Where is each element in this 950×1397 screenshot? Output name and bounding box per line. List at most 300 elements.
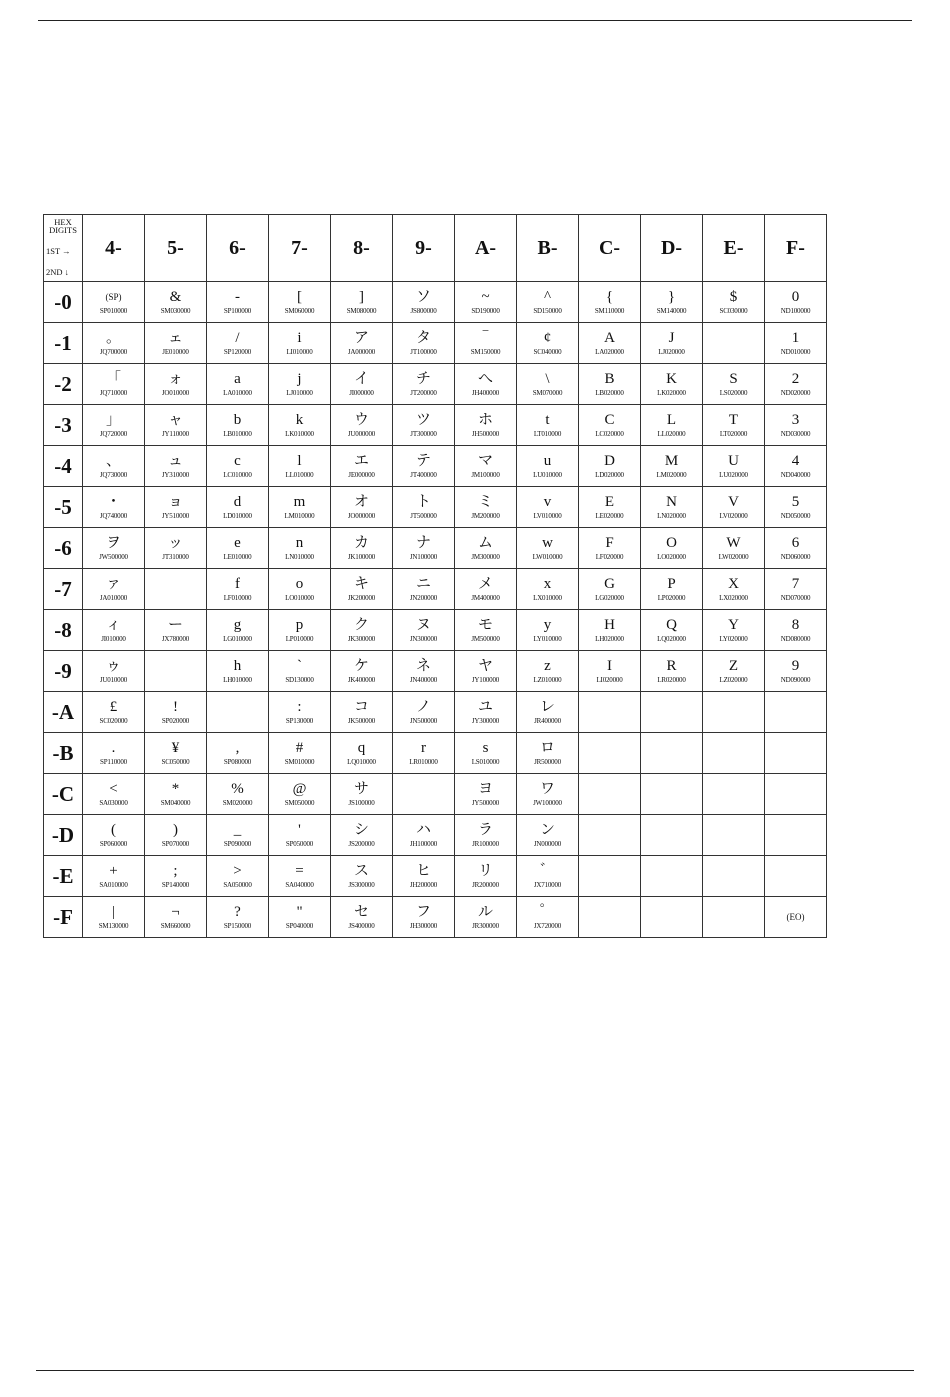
code-cell: [517, 528, 579, 569]
character-glyph: P: [667, 576, 676, 592]
character-id: ND040000: [780, 471, 811, 479]
code-cell: [517, 405, 579, 446]
character-id: JT100000: [410, 348, 437, 356]
character-id: SP090000: [223, 840, 252, 848]
character-glyph: チ: [415, 371, 431, 387]
code-cell: [579, 856, 641, 897]
character-id: SP150000: [223, 922, 252, 930]
code-cell: [765, 651, 827, 692]
code-cell: [83, 528, 145, 569]
character-glyph: &: [169, 289, 182, 305]
row-header: -6: [44, 528, 83, 569]
character-glyph: 、: [105, 453, 121, 469]
character-glyph: エ: [353, 453, 369, 469]
character-glyph: 9: [791, 658, 800, 674]
code-cell: [269, 487, 331, 528]
character-glyph: 8: [791, 617, 800, 633]
character-glyph: ]: [359, 289, 364, 305]
character-glyph: |: [111, 904, 115, 920]
character-id: LN020000: [657, 512, 686, 520]
code-cell: [393, 528, 455, 569]
code-cell: [83, 897, 145, 938]
code-cell: [517, 282, 579, 323]
code-cell: [145, 528, 207, 569]
character-id: SM130000: [98, 922, 129, 930]
code-cell: [83, 487, 145, 528]
code-cell: [269, 446, 331, 487]
character-glyph: t: [545, 412, 550, 428]
character-id: JE000000: [348, 471, 375, 479]
code-cell: [269, 323, 331, 364]
code-cell: [455, 405, 517, 446]
character-glyph: リ: [477, 863, 493, 879]
code-cell: [641, 774, 703, 815]
code-cell: [145, 856, 207, 897]
column-header: C-: [579, 215, 641, 282]
character-glyph: h: [233, 658, 242, 674]
character-id: LB020000: [595, 389, 624, 397]
character-glyph: .: [111, 740, 116, 756]
character-glyph: v: [543, 494, 552, 510]
character-glyph: ノ: [415, 699, 431, 715]
character-glyph: #: [295, 740, 304, 756]
character-id: JI010000: [101, 635, 126, 643]
character-glyph: V: [728, 494, 739, 510]
code-cell: [207, 856, 269, 897]
code-cell: [269, 282, 331, 323]
character-glyph: ャ: [167, 412, 183, 428]
character-id: JS100000: [348, 799, 375, 807]
character-id: SP120000: [223, 348, 252, 356]
code-cell: [145, 446, 207, 487]
top-rule: [38, 20, 912, 21]
code-cell: [579, 774, 641, 815]
character-glyph: ヤ: [477, 658, 493, 674]
code-cell: [393, 815, 455, 856]
code-cell: [331, 487, 393, 528]
code-cell: [641, 569, 703, 610]
character-glyph: セ: [353, 904, 369, 920]
character-id: SD130000: [285, 676, 314, 684]
character-id: JR500000: [534, 758, 561, 766]
character-glyph: ヌ: [415, 617, 431, 633]
code-cell: [207, 774, 269, 815]
code-cell: [641, 405, 703, 446]
code-cell: [765, 774, 827, 815]
character-id: ND070000: [780, 594, 811, 602]
row-header: -3: [44, 405, 83, 446]
code-cell: [83, 651, 145, 692]
character-glyph: 「: [105, 371, 121, 387]
character-id: SP130000: [285, 717, 314, 725]
code-cell: [455, 774, 517, 815]
code-cell: [579, 364, 641, 405]
character-glyph: x: [543, 576, 552, 592]
character-glyph: ナ: [415, 535, 431, 551]
column-header-row: [44, 215, 827, 282]
character-id: JW500000: [99, 553, 128, 561]
character-id: LM010000: [284, 512, 315, 520]
character-id: SP020000: [161, 717, 190, 725]
character-id: JH200000: [409, 881, 438, 889]
character-glyph: q: [357, 740, 366, 756]
code-cell: [517, 487, 579, 528]
table-row: [44, 610, 827, 651]
code-cell: [393, 610, 455, 651]
code-cell: [765, 856, 827, 897]
code-cell: [331, 774, 393, 815]
code-cell: [393, 282, 455, 323]
character-glyph: %: [231, 781, 244, 797]
character-id: JM300000: [471, 553, 500, 561]
character-id: SM080000: [346, 307, 377, 315]
column-header: 5-: [145, 215, 207, 282]
column-header: 8-: [331, 215, 393, 282]
code-cell: [455, 856, 517, 897]
character-glyph: G: [604, 576, 615, 592]
code-cell: [145, 364, 207, 405]
row-header: -C: [44, 774, 83, 815]
character-id: LA020000: [595, 348, 624, 356]
character-glyph: ラ: [477, 822, 493, 838]
column-header: 4-: [83, 215, 145, 282]
column-header: F-: [765, 215, 827, 282]
code-cell: [765, 282, 827, 323]
character-glyph: e: [234, 535, 241, 551]
code-cell: [455, 815, 517, 856]
character-id: JQ710000: [99, 389, 128, 397]
character-glyph: ホ: [477, 412, 493, 428]
code-cell: [207, 897, 269, 938]
code-cell: [703, 692, 765, 733]
character-glyph: 2: [791, 371, 800, 387]
character-id: ND050000: [780, 512, 811, 520]
character-id: JE010000: [162, 348, 189, 356]
code-cell: [517, 692, 579, 733]
code-cell: [393, 651, 455, 692]
code-cell: [641, 815, 703, 856]
code-cell: [641, 897, 703, 938]
character-glyph: 」: [105, 412, 121, 428]
code-cell: [517, 774, 579, 815]
code-cell: [393, 897, 455, 938]
code-cell: [517, 897, 579, 938]
code-cell: [207, 610, 269, 651]
character-glyph: ヨ: [477, 781, 493, 797]
code-cell: [455, 610, 517, 651]
code-cell: [83, 733, 145, 774]
character-glyph: へ: [477, 371, 493, 387]
character-id: LJ010000: [286, 389, 313, 397]
character-glyph: ル: [477, 904, 493, 920]
code-cell: [393, 323, 455, 364]
character-glyph: -: [235, 289, 240, 305]
code-cell: [703, 897, 765, 938]
code-cell: [765, 364, 827, 405]
character-glyph: 3: [791, 412, 800, 428]
code-cell: [703, 651, 765, 692]
code-cell: [641, 692, 703, 733]
character-glyph: ョ: [167, 494, 183, 510]
character-id: JM400000: [471, 594, 500, 602]
code-cell: [207, 733, 269, 774]
character-id: JS200000: [348, 840, 375, 848]
code-cell: [765, 733, 827, 774]
character-glyph: S: [729, 371, 738, 387]
character-glyph: 7: [791, 576, 800, 592]
character-glyph: ": [296, 904, 303, 920]
row-header: -A: [44, 692, 83, 733]
character-glyph: z: [544, 658, 551, 674]
character-glyph: g: [233, 617, 242, 633]
character-glyph: /: [235, 330, 240, 346]
character-id: JN200000: [409, 594, 438, 602]
character-glyph: N: [666, 494, 677, 510]
code-cell: [517, 856, 579, 897]
character-id: LS020000: [719, 389, 748, 397]
character-glyph: ¥: [171, 740, 180, 756]
code-cell: [145, 774, 207, 815]
character-id: SP140000: [161, 881, 190, 889]
character-glyph: J: [668, 330, 675, 346]
character-glyph: $: [729, 289, 738, 305]
character-id: LF010000: [223, 594, 252, 602]
character-glyph: ケ: [353, 658, 369, 674]
character-id: LW010000: [532, 553, 563, 561]
character-id: LD010000: [223, 512, 252, 520]
code-cell: [579, 487, 641, 528]
code-cell: [331, 733, 393, 774]
character-glyph: ア: [353, 330, 369, 346]
character-glyph: イ: [353, 371, 369, 387]
character-id: LD020000: [595, 471, 624, 479]
code-cell: [145, 405, 207, 446]
row-header: -2: [44, 364, 83, 405]
character-id: SP040000: [285, 922, 314, 930]
character-glyph: r: [421, 740, 426, 756]
character-glyph: マ: [477, 453, 493, 469]
code-cell: [517, 733, 579, 774]
character-id: JT310000: [162, 553, 189, 561]
character-glyph: l: [297, 453, 302, 469]
character-glyph: ィ: [105, 617, 121, 633]
code-cell: [331, 282, 393, 323]
character-id: JK200000: [347, 594, 376, 602]
character-id: SP100000: [223, 307, 252, 315]
code-cell: [579, 446, 641, 487]
character-id: JA000000: [347, 348, 376, 356]
character-id: LP020000: [657, 594, 686, 602]
character-id: LF020000: [595, 553, 624, 561]
character-id: JS300000: [348, 881, 375, 889]
code-cell: [393, 487, 455, 528]
character-glyph: o: [295, 576, 304, 592]
character-glyph: オ: [353, 494, 369, 510]
code-cell: [703, 856, 765, 897]
character-glyph: \: [545, 371, 550, 387]
character-glyph: F: [605, 535, 614, 551]
character-glyph: m: [293, 494, 306, 510]
code-cell: [83, 815, 145, 856]
character-glyph: ロ: [539, 740, 555, 756]
character-glyph: >: [233, 863, 242, 879]
character-id: LR010000: [409, 758, 438, 766]
character-glyph: コ: [353, 699, 369, 715]
character-id: JT400000: [410, 471, 437, 479]
code-cell: [269, 774, 331, 815]
character-glyph: シ: [353, 822, 369, 838]
character-id: SM140000: [656, 307, 687, 315]
code-cell: [331, 651, 393, 692]
code-cell: [641, 323, 703, 364]
character-glyph: キ: [353, 576, 369, 592]
character-id: JW100000: [533, 799, 562, 807]
character-glyph: ;: [173, 863, 178, 879]
code-cell: [579, 323, 641, 364]
code-cell: [331, 323, 393, 364]
character-glyph: ー: [167, 617, 183, 633]
character-glyph: X: [728, 576, 739, 592]
code-cell: [145, 610, 207, 651]
character-glyph: ワ: [539, 781, 555, 797]
row-header: -1: [44, 323, 83, 364]
character-id: LC010000: [223, 471, 252, 479]
character-glyph: i: [297, 330, 302, 346]
code-cell: [765, 487, 827, 528]
character-glyph: ユ: [477, 699, 493, 715]
character-id: LY010000: [533, 635, 562, 643]
character-id: ND060000: [780, 553, 811, 561]
code-cell: [145, 323, 207, 364]
character-glyph: メ: [477, 576, 493, 592]
character-id: LK010000: [285, 430, 314, 438]
code-cell: [703, 323, 765, 364]
character-id: LI010000: [286, 348, 313, 356]
character-glyph: @: [292, 781, 307, 797]
code-cell: [207, 569, 269, 610]
code-cell: [145, 897, 207, 938]
code-cell: [145, 487, 207, 528]
code-cell: [455, 569, 517, 610]
character-id: JA010000: [99, 594, 128, 602]
code-cell: [517, 364, 579, 405]
character-id: SC050000: [161, 758, 190, 766]
code-cell: [703, 446, 765, 487]
character-glyph: ク: [353, 617, 369, 633]
character-id: JT500000: [410, 512, 437, 520]
character-glyph: (EO): [786, 912, 805, 922]
character-id: JT200000: [410, 389, 437, 397]
code-cell: [455, 364, 517, 405]
table-body: [44, 282, 827, 938]
code-cell: [455, 446, 517, 487]
character-glyph: E: [604, 494, 615, 510]
row-header: -D: [44, 815, 83, 856]
character-id: SA010000: [99, 881, 128, 889]
table-row: [44, 405, 827, 446]
character-id: JK400000: [347, 676, 376, 684]
code-cell: [207, 815, 269, 856]
character-id: LO010000: [285, 594, 314, 602]
character-id: LH020000: [595, 635, 624, 643]
code-cell: [269, 405, 331, 446]
code-cell: [641, 651, 703, 692]
character-glyph: u: [543, 453, 552, 469]
character-id: JY300000: [471, 717, 500, 725]
character-glyph: Y: [728, 617, 739, 633]
character-id: JO000000: [347, 512, 376, 520]
character-glyph: ッ: [167, 535, 183, 551]
character-id: JN100000: [409, 553, 438, 561]
code-cell: [579, 528, 641, 569]
character-glyph: ミ: [477, 494, 493, 510]
table-row: [44, 856, 827, 897]
character-id: LA010000: [223, 389, 252, 397]
code-cell: [703, 528, 765, 569]
character-id: JS400000: [348, 922, 375, 930]
character-glyph: 。: [105, 330, 121, 346]
character-id: JM100000: [471, 471, 500, 479]
character-glyph: d: [233, 494, 242, 510]
code-cell: [83, 446, 145, 487]
character-id: JM200000: [471, 512, 500, 520]
character-id: SP070000: [161, 840, 190, 848]
character-id: SM050000: [284, 799, 315, 807]
character-id: JY110000: [162, 430, 189, 438]
character-id: JR200000: [472, 881, 499, 889]
character-glyph: ヲ: [105, 535, 121, 551]
code-cell: [269, 651, 331, 692]
character-glyph: ': [298, 822, 301, 838]
character-id: JH500000: [471, 430, 500, 438]
code-cell: [331, 815, 393, 856]
code-cell: [455, 651, 517, 692]
code-cell: [703, 282, 765, 323]
code-cell: [393, 774, 455, 815]
character-glyph: I: [607, 658, 612, 674]
column-header: B-: [517, 215, 579, 282]
character-id: SA040000: [285, 881, 314, 889]
character-id: SD190000: [471, 307, 500, 315]
corner-first-digit-label: 1ST →: [46, 246, 71, 256]
code-cell: [765, 569, 827, 610]
code-cell: [331, 569, 393, 610]
table-row: [44, 528, 827, 569]
code-cell: [641, 282, 703, 323]
code-cell: [455, 528, 517, 569]
character-glyph: ハ: [415, 822, 431, 838]
code-cell: [83, 282, 145, 323]
character-id: LZ020000: [719, 676, 748, 684]
character-id: SM150000: [470, 348, 501, 356]
code-cell: [83, 405, 145, 446]
character-id: LG010000: [223, 635, 252, 643]
code-cell: [579, 651, 641, 692]
character-glyph: :: [297, 699, 302, 715]
character-id: JN300000: [409, 635, 438, 643]
character-id: JX780000: [161, 635, 190, 643]
code-cell: [269, 364, 331, 405]
code-cell: [517, 323, 579, 364]
table-row: [44, 569, 827, 610]
character-glyph: w: [542, 535, 553, 551]
character-glyph: ネ: [415, 658, 431, 674]
character-id: LL010000: [285, 471, 314, 479]
character-id: JT300000: [410, 430, 437, 438]
code-cell: [83, 364, 145, 405]
corner-second-digit-label: 2ND ↓: [46, 267, 69, 277]
character-id: LZ010000: [533, 676, 562, 684]
